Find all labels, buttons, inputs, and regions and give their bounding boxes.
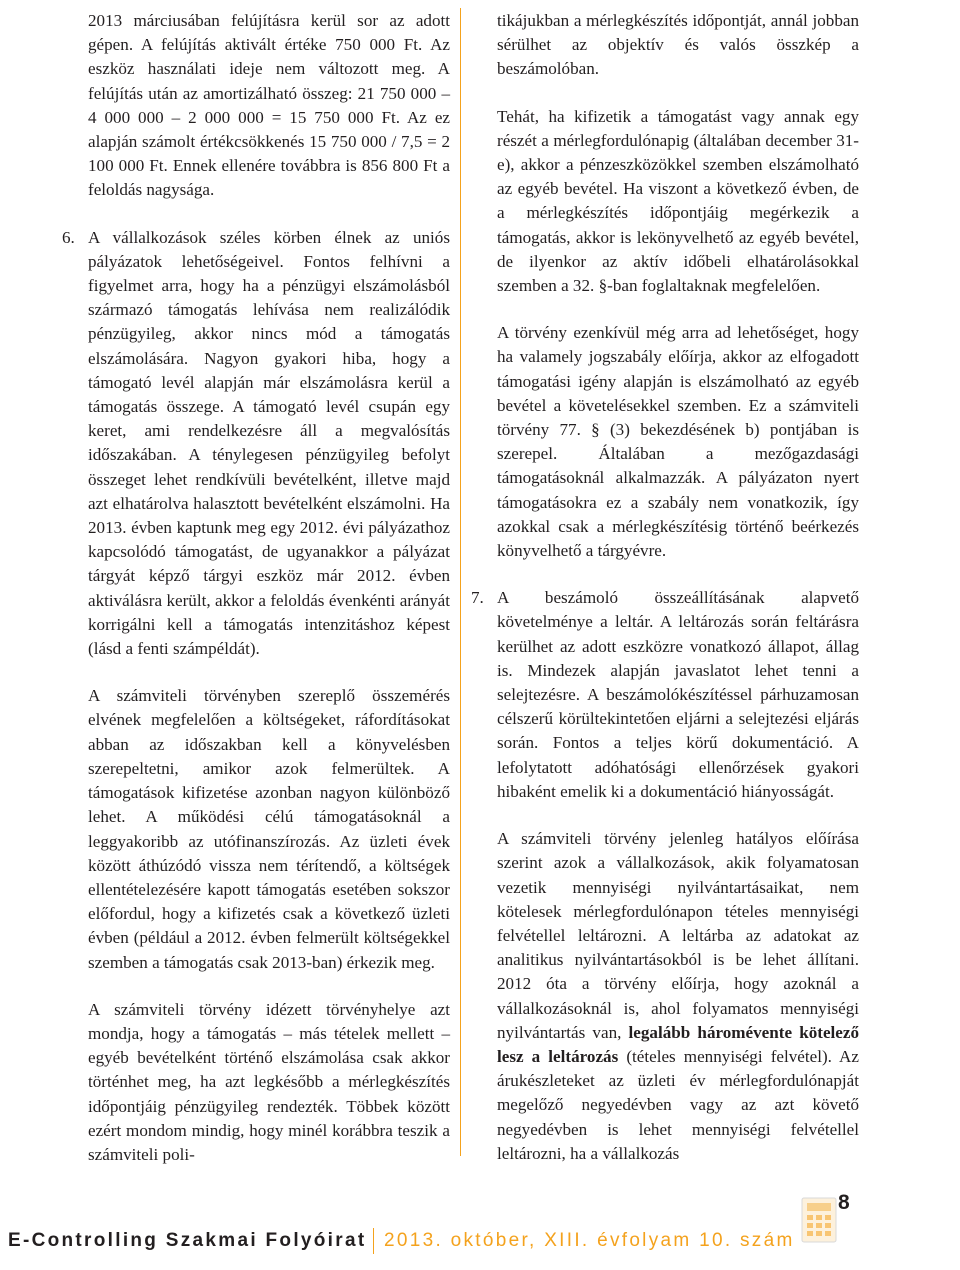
item-number: 6.: [62, 227, 75, 247]
item-text: A vállalkozások széles körben élnek az uniós pályázatok lehetőségeivel. Fontos felhívni a figyelmet arra, hogy ha a pénzügyi elszámolásból származó támogatás lehívása nem realizálódik pénzügyileg, akkor nincs mód a támogatás elszámolására. Nagyon gyakori hiba, hogy a támogató levél alapján már elszámolásra kerül a támogatás összege. A támogató levél csupán egy keret, ami rendelkezésre áll a megvalósítás időszakában. A ténylegesen pénzügyileg befolyt összeget lehet rendkívüli bevételként, illetve majd azt elhatárolva halasztott bevételként elszámolni. Ha 2013. évben kaptunk meg egy 2012. évi pályázathoz kapcsolódó támogatást, de ugyanakkor a pályázat tárgyát képző tárgyi eszköz már 2012. évben aktiválásra került, akkor a feloldás évenkénti arányát korrigálni kell a támogatás intenzitáshoz képest (lásd a fenti számpéldát).: [88, 227, 450, 659]
bold-emphasis: legalább háromévente kötelező lesz a leltározás: [497, 1022, 860, 1066]
numbered-item: [471, 586, 859, 804]
paragraph: tikájukban a mérlegkészítés időpontját, annál jobban sérülhet az objektív és valós összkép a beszámolóban.: [497, 11, 859, 79]
page-number: 8: [838, 1191, 850, 1214]
footer-separator: [373, 1228, 374, 1254]
paragraph: Tehát, ha kifizetik a támogatást vagy annak egy részét a mérlegfordulónapig (általában december 31-e), akkor a pénzeszközökkel szemben elszámolható az egyéb bevétel. Ha viszont a következő évben, de a mérlegkészítés időpontjáig megérkezik a támogatás, akkor is lekönyvelhető az egyéb bevétel, de ilyenkor az aktív időbeli elhatárolásokkal szemben a 32. §-ban foglaltaknak megfelelően.: [497, 106, 859, 296]
item-text: A beszámoló összeállításának alapvető követelménye a leltár. A leltározás során feltárásra kerülhet az adott eszközre vonatkozó állapot, állag is. Mindezek alapján javaslatot lehet tenni a selejtezésre. A beszámolókészítéssel párhuzamosan célszerű körültekintetően eljárni a selejtezési eljárás során. Fontos a teljes körű dokumentáció. A lefolytatott adóhatósági ellenőrzések gyakori hibaként emelik ki a dokumentáció hiányosságát.: [497, 588, 859, 801]
paragraph-text: (tételes mennyiségi felvétel). Az árukészleteket az üzleti év mérlegfordulónapját megelőző negyedévben vagy az azt követő negyedévben is lehet mennyiségi felvétellel leltározni, ha a vállalkozás: [497, 1046, 859, 1163]
issue-info: 2013. október, XIII. évfolyam 10. szám: [384, 1230, 795, 1251]
item-number: 7.: [471, 588, 484, 608]
paragraph-text: A számviteli törvény jelenleg hatályos előírása szerint azok a vállalkozások, akik folyamatosan vezetik mennyiségi nyilvántartásaikat, nem kötelesek mérlegfordulónapon tételes mennyiségi felvétellel leltározni. A leltárba az adatokat az analitikus nyilvántartásokból is be lehet állítani. 2012 óta a törvény előírja, hogy azoknál a vállalkozásoknál is, ahol folyamatos mennyiségi nyilvántartás van,: [497, 829, 859, 1042]
paragraph: 2013 márciusában felújításra kerül sor az adott gépen. A felújítás aktivált értéke 750 000 Ft. Az eszköz használati ideje nem változott meg. A felújítás után az amortizálható összeg: 21 750 000 – 4 000 000 – 2 000 000 = 15 750 000 Ft. Az ez alapján számolt értékcsökkenés 15 750 000 / 7,5 = 2 100 000 Ft. Ennek ellenére továbbra is 856 800 Ft a feloldás nagysága.: [88, 11, 450, 200]
numbered-item: [62, 226, 450, 662]
paragraph: A számviteli törvény idézett törvényhelye azt mondja, hogy a támogatás – más tételek mellett – egyéb bevételként történő elszámolása csak akkor történhet meg, ha azt legkésőbb a mérlegkészítés időpontjáig pénzügyileg rendezték. Többek között ezért mondom mindig, hogy minél korábbra teszik a számviteli poli-: [88, 999, 450, 1164]
paragraph: A törvény ezenkívül még arra ad lehetőséget, hogy ha valamely jogszabály előírja, akkor az elfogadott támogatási igény alapján is elszámolható az egyéb bevétel a követelésekkel szemben. Ez a számviteli törvény 77. § (3) bekezdésének b) pontjában is szerepel. Általában a mezőgazdasági támogatásoknál alkalmazzák. A pályázaton nyert támogatásokra ez a szabály nem vonatkozik, így azokkal csak a mérlegkészítésig történő beérkezés könyvelhető a tárgyévre.: [497, 323, 859, 561]
footer: [0, 1226, 960, 1254]
paragraph: [497, 827, 859, 1166]
left-column: [62, 9, 450, 1167]
right-column: [471, 9, 860, 1166]
journal-title: E-Controlling Szakmai Folyóirat: [8, 1230, 367, 1251]
paragraph: A számviteli törvényben szereplő összemérés elvének megfelelően a költségeket, ráfordításokat abban az időszakban kell a könyvelésben szerepeltetni, amikor azok felmerültek. A támogatások kifizetése azonban nagyon különböző lehet. A működési célú támogatásoknál a leggyakoribb az utófinanszírozás. Az üzleti évek között áthúzódó vissza nem térítendő, a költségek ellentételezésére kapott támogatás esetében sokszor előfordul, hogy a kifizetés csak a következő üzleti évben (például a 2012. évben felmerült költségekkel szemben a támogatás csak 2013-ban) érkezik meg.: [88, 686, 450, 972]
column-divider: [460, 8, 461, 1156]
